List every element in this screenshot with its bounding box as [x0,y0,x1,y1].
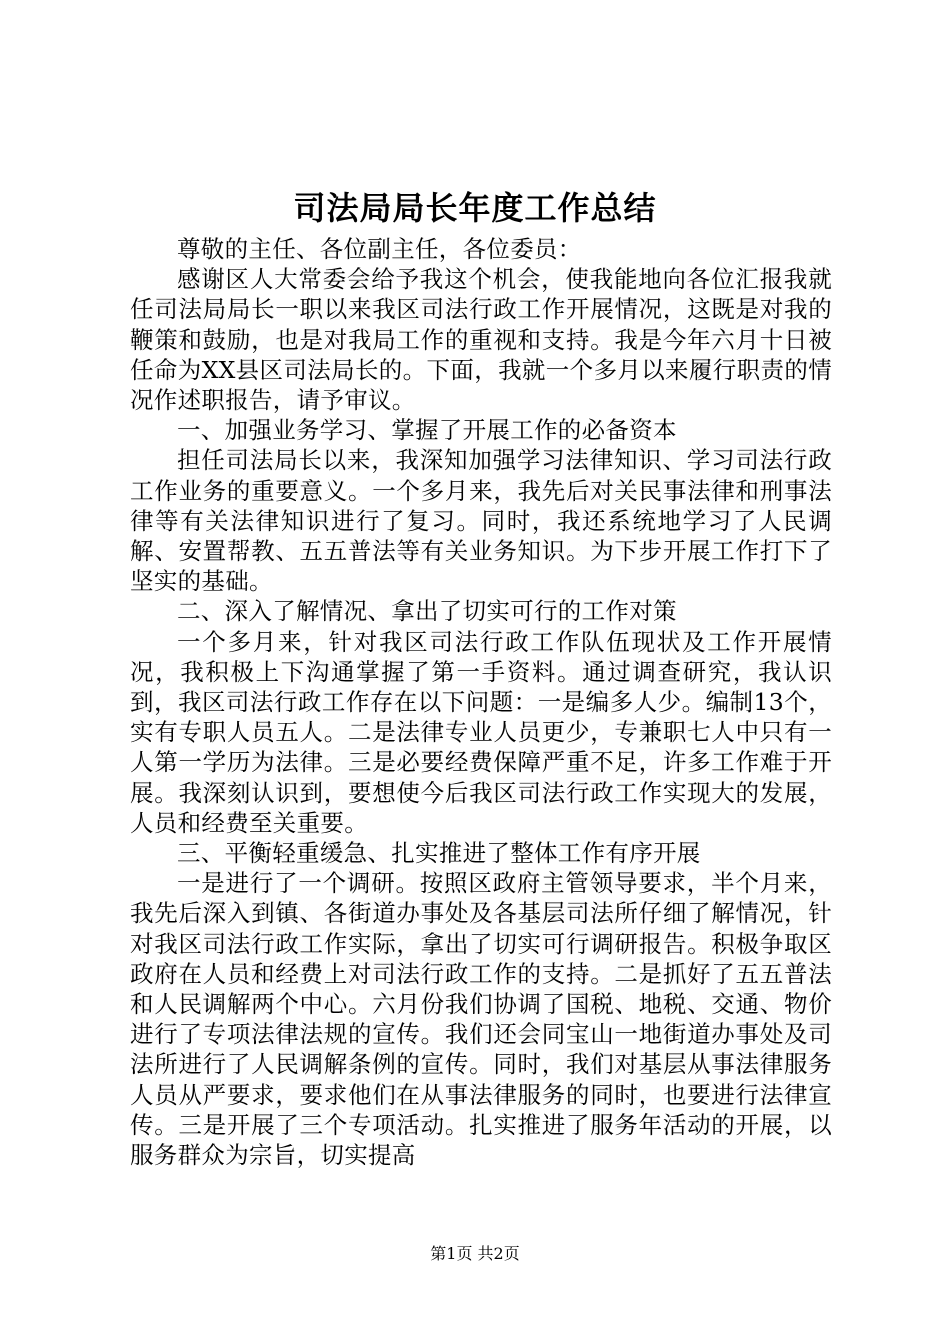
section-heading-3: 三、平衡轻重缓急、扎实推进了整体工作有序开展 [177,839,701,868]
salutation-paragraph: 尊敬的主任、各位副主任，各位委员： [177,235,582,263]
section-1-paragraph: 担任司法局长以来，我深知加强学习法律知识、学习司法行政工作业务的重要意义。一个多月来，我先后对关民事法律和刑事法律等有关法律知识进行了复习。同时，我还系统地学习了人民调解、安置帮教、五五普法等有关业务知识。为下步开展工作打下了坚实的基础。 [130,446,832,596]
section-2-paragraph: 一个多月来，针对我区司法行政工作队伍现状及工作开展情况，我积极上下沟通掌握了第一手资料。通过调查研究，我认识到，我区司法行政工作存在以下问题：一是编多人少。编制13个，实有专职人员五人。二是法律专业人员更少，专兼职七人中只有一人第一学历为法律。三是必要经费保障严重不足，许多工作难于开展。我深刻认识到，要想使今后我区司法行政工作实现大的发展，人员和经费至关重要。 [130,627,832,837]
page-number-footer: 第1页 共2页 [430,1244,520,1263]
document-title: 司法局局长年度工作总结 [293,189,657,227]
section-heading-2: 二、深入了解情况、拿出了切实可行的工作对策 [177,597,677,626]
section-3-paragraph: 一是进行了一个调研。按照区政府主管领导要求，半个月来，我先后深入到镇、各街道办事处及各基层司法所仔细了解情况，针对我区司法行政工作实际，拿出了切实可行调研报告。积极争取区政府在人员和经费上对司法行政工作的支持。二是抓好了五五普法和人民调解两个中心。六月份我们协调了国税、地税、交通、物价进行了专项法律法规的宣传。我们还会同宝山一地街道办事处及司法所进行了人民调解条例的宣传。同时，我们对基层从事法律服务人员从严要求，要求他们在从事法律服务的同时，也要进行法律宣传。三是开展了三个专项活动。扎实推进了服务年活动的开展，以服务群众为宗旨，切实提高 [130,869,832,1170]
intro-paragraph: 感谢区人大常委会给予我这个机会，使我能地向各位汇报我就任司法局局长一职以来我区司法行政工作开展情况，这既是对我的鞭策和鼓励，也是对我局工作的重视和支持。我是今年六月十日被任命为XX县区司法局长的。下面，我就一个多月以来履行职责的情况作述职报告，请予审议。 [130,265,832,415]
section-heading-1: 一、加强业务学习、掌握了开展工作的必备资本 [177,416,677,445]
document-body [130,234,832,1170]
